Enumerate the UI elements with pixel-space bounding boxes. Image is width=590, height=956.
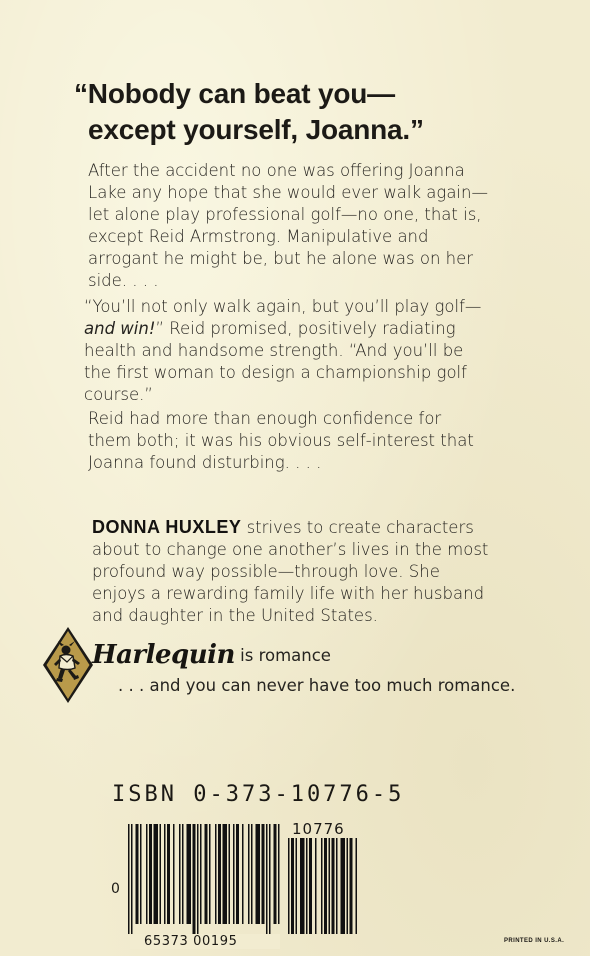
barcode-bar (160, 824, 162, 924)
barcode-prefix-digit: 0 (111, 881, 120, 897)
barcode-bar (336, 838, 338, 934)
barcode-bar (179, 824, 181, 924)
synopsis-1-line: Lake any hope that she would ever walk again— (88, 183, 488, 202)
headline-line-2: except yourself, Joanna.” (88, 114, 424, 145)
barcode-bar (233, 824, 235, 924)
barcode-bar (256, 824, 261, 924)
barcode-bar (350, 838, 353, 934)
barcode-bar (167, 824, 170, 924)
barcode-bar (218, 824, 221, 924)
headline-quote (74, 76, 544, 148)
barcode-bar (223, 824, 228, 924)
barcode-bar (193, 824, 196, 934)
synopsis-1-line: let alone play professional golf—no one, that is, (88, 205, 482, 224)
synopsis-1-line: except Reid Armstrong. Manipulative and (88, 227, 429, 246)
barcode-bar (251, 824, 253, 924)
synopsis-paragraph-2 (84, 296, 544, 406)
barcode-bar (229, 824, 231, 924)
synopsis-3-line: Reid had more than enough confidence for (88, 409, 442, 428)
author-bio (92, 516, 552, 627)
barcode-main-icon (128, 824, 280, 934)
brand-wordmark: Harlequin (92, 640, 235, 670)
barcode-bar (300, 838, 305, 934)
barcode-bar (278, 824, 280, 924)
barcode-bar (262, 824, 265, 924)
synopsis-2-line: “You’ll not only walk again, but you’ll play golf— (84, 297, 482, 316)
barcode-bar (269, 824, 271, 934)
barcode-bar (266, 824, 268, 934)
synopsis-2-line: course.” (84, 385, 153, 404)
barcode-bar (215, 824, 217, 924)
barcode-bar (274, 824, 277, 924)
barcode-main-digits: 65373 00195 (130, 934, 280, 949)
synopsis-2-line: health and handsome strength. “And you’ll be (84, 341, 464, 360)
barcode-bar (140, 824, 142, 924)
author-bio-line: and daughter in the United States. (92, 606, 378, 625)
headline-line-1: “Nobody can beat you— (74, 78, 395, 109)
barcode-bar (136, 824, 139, 924)
barcode-bar (128, 824, 130, 934)
barcode-addon-icon (288, 838, 358, 934)
barcode-bar (154, 824, 159, 924)
synopsis-3-line: them both; it was his obvious self-interest that (88, 431, 474, 450)
synopsis-2-line-rest: ” Reid promised, positively radiating (155, 319, 456, 338)
synopsis-1-line: arrogant he might be, but he alone was on her (88, 249, 474, 268)
barcode-bar (131, 824, 133, 934)
barcode-bar (205, 824, 208, 924)
barcode-bar (182, 824, 184, 924)
barcode-bar (332, 838, 335, 934)
barcode-bar (356, 838, 358, 934)
synopsis-2-italic-emphasis: and win! (84, 319, 156, 338)
barcode-bar (347, 838, 349, 934)
barcode-bar (197, 824, 199, 934)
brand-tagline: . . . and you can never have too much romance. (118, 676, 516, 695)
barcode-addon-digits: 10776 (292, 820, 345, 838)
barcode-bar (242, 824, 244, 924)
barcode-bar (341, 838, 346, 934)
brand-line (92, 640, 331, 670)
barcode-bar (173, 824, 175, 924)
barcode-bar (315, 838, 317, 934)
barcode-bar (306, 838, 308, 934)
brand-suffix: is romance (234, 646, 331, 665)
synopsis-paragraph-1 (88, 160, 548, 292)
author-bio-line: about to change one another’s lives in the most (92, 540, 489, 559)
barcode-bar (321, 838, 323, 934)
synopsis-1-line: After the accident no one was offering Joanna (88, 161, 465, 180)
barcode-bar (329, 838, 331, 934)
barcode-bar (309, 838, 312, 934)
synopsis-2-line: the first woman to design a championship golf (84, 363, 467, 382)
publisher-logo-block (42, 624, 562, 708)
synopsis-2-line (84, 318, 544, 340)
barcode-bar (164, 824, 166, 924)
author-bio-line-rest: strives to create characters (241, 518, 474, 537)
printed-in-usa: PRINTED IN U.S.A. (504, 938, 565, 944)
barcode-bar (296, 838, 298, 934)
barcode-bar (248, 824, 250, 924)
synopsis-1-line: side. . . . (88, 271, 159, 290)
author-bio-line: profound way possible—through love. She (92, 562, 440, 581)
barcode-bar (200, 824, 202, 924)
author-bio-line (92, 516, 552, 539)
isbn-number: ISBN 0-373-10776-5 (112, 782, 405, 807)
author-bio-line: enjoys a rewarding family life with her husband (92, 584, 485, 603)
barcode-bar (288, 838, 290, 934)
synopsis-paragraph-3 (88, 408, 548, 474)
barcode-bar (324, 838, 327, 934)
barcode-bar (291, 838, 294, 934)
synopsis-3-line: Joanna found disturbing. . . . (88, 453, 322, 472)
barcode-bar (187, 824, 192, 924)
barcode-bar (236, 824, 239, 924)
author-name: DONNA HUXLEY (92, 517, 242, 537)
barcode-bar (149, 824, 152, 924)
harlequin-diamond-logo-icon (42, 626, 94, 704)
barcode-bar (209, 824, 211, 924)
barcode-bar (146, 824, 148, 924)
